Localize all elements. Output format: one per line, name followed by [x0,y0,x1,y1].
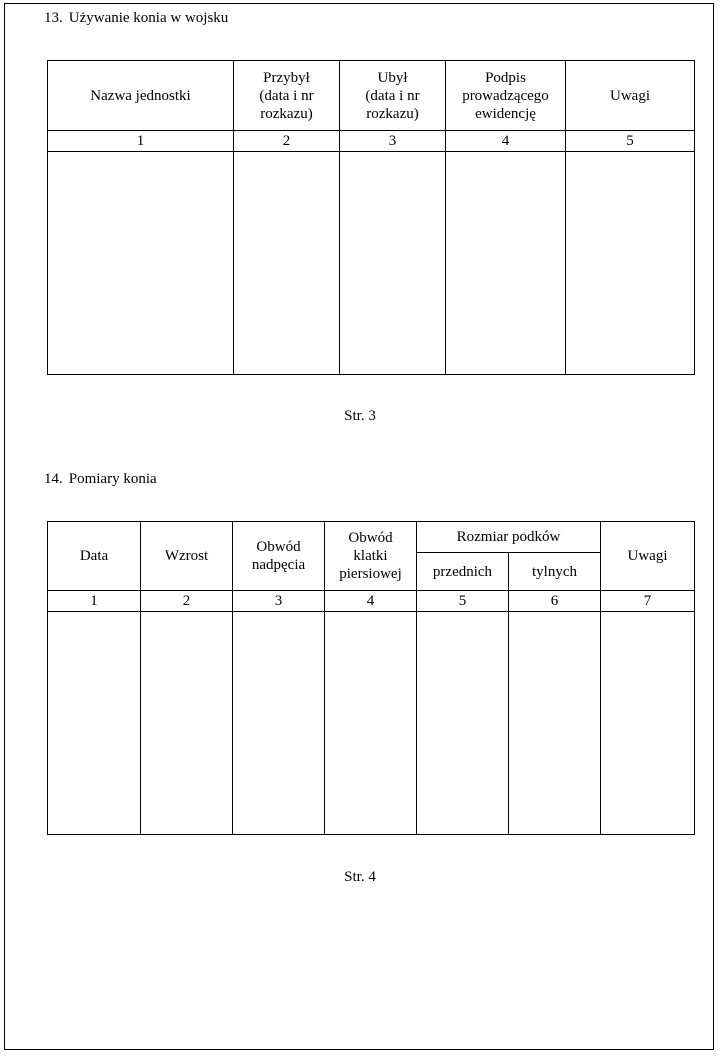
index-cell: 1 [48,131,234,152]
header-ubyl: Ubył (data i nr rozkazu) [340,61,446,131]
header-uwagi: Uwagi [566,61,695,131]
index-cell: 7 [601,591,695,612]
army-usage-index-row [48,131,695,152]
section-14-heading [44,471,157,488]
army-usage-header-row [48,61,695,131]
header-wzrost: Wzrost [141,522,233,591]
section-14-title: Pomiary konia [68,471,157,487]
index-cell: 3 [233,591,325,612]
index-cell: 6 [509,591,601,612]
section-14-number: 14. [44,471,63,487]
measurements-entry-row [48,612,695,835]
header-podpis: Podpis prowadzącego ewidencję [446,61,566,131]
index-cell: 3 [340,131,446,152]
header-nazwa-jednostki: Nazwa jednostki [48,61,234,131]
section-13-number: 13. [44,10,63,26]
index-cell: 5 [566,131,695,152]
header-uwagi: Uwagi [601,522,695,591]
index-cell: 2 [234,131,340,152]
index-cell: 5 [417,591,509,612]
entry-cell[interactable] [566,152,695,375]
header-przednich: przednich [417,553,509,591]
index-cell: 4 [446,131,566,152]
entry-cell[interactable] [509,612,601,835]
index-cell: 2 [141,591,233,612]
header-rozmiar-podkow: Rozmiar podków [417,522,601,553]
entry-cell[interactable] [417,612,509,835]
section-13-heading [44,10,228,27]
entry-cell[interactable] [233,612,325,835]
entry-cell[interactable] [48,152,234,375]
header-przybyl: Przybył (data i nr rozkazu) [234,61,340,131]
measurements-index-row [48,591,695,612]
index-cell: 4 [325,591,417,612]
army-usage-table [47,60,695,375]
page-number-3: Str. 3 [344,408,376,424]
army-usage-entry-row [48,152,695,375]
header-data: Data [48,522,141,591]
page-number-4: Str. 4 [344,869,376,885]
entry-cell[interactable] [234,152,340,375]
entry-cell[interactable] [446,152,566,375]
entry-cell[interactable] [48,612,141,835]
entry-cell[interactable] [141,612,233,835]
entry-cell[interactable] [340,152,446,375]
index-cell: 1 [48,591,141,612]
horse-measurements-table [47,521,695,835]
header-tylnych: tylnych [509,553,601,591]
entry-cell[interactable] [325,612,417,835]
measurements-header-row-1 [48,522,695,553]
header-obwod-klatki: Obwód klatki piersiowej [325,522,417,591]
entry-cell[interactable] [601,612,695,835]
header-obwod-nadpecia: Obwód nadpęcia [233,522,325,591]
section-13-title: Używanie konia w wojsku [68,10,229,26]
